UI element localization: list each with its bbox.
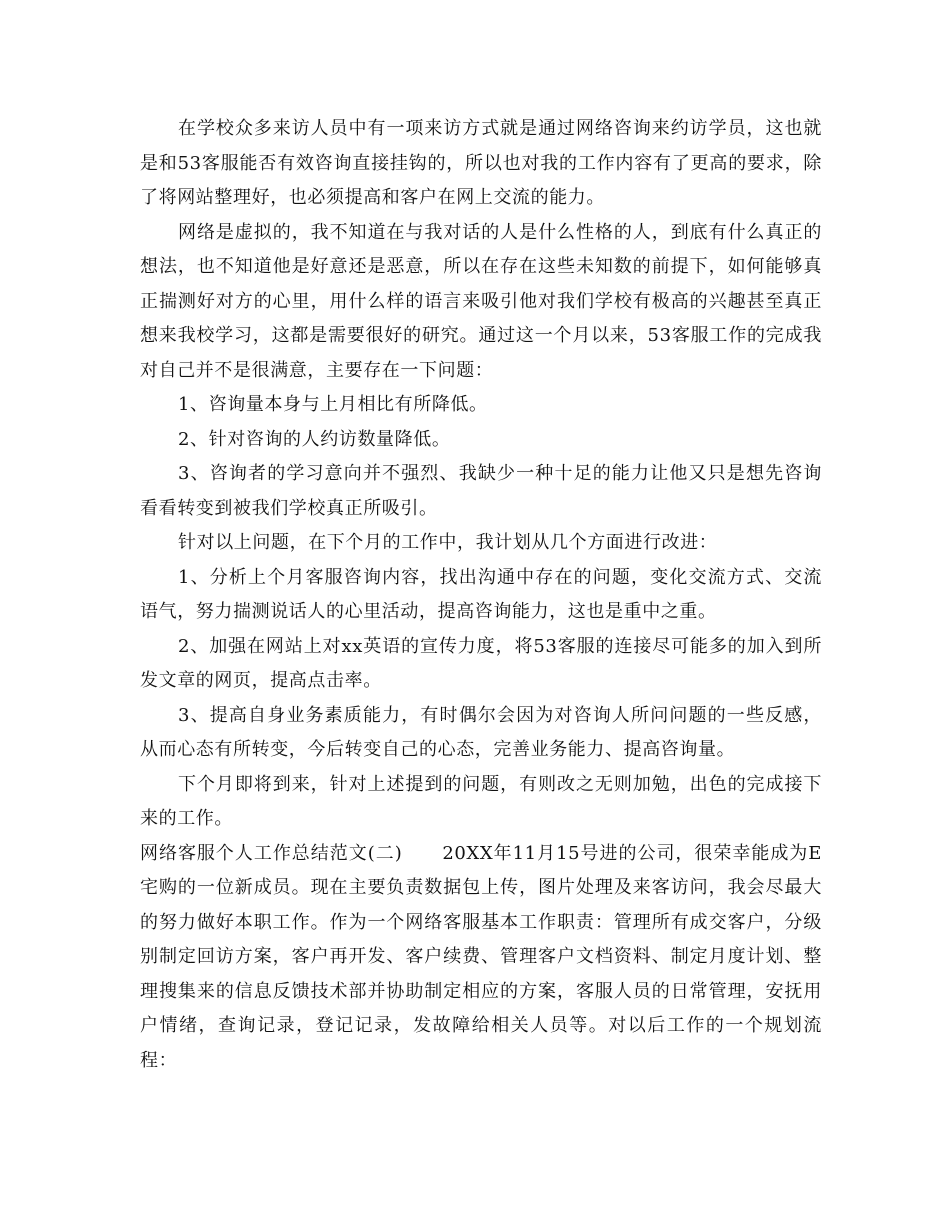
list-item: 1、分析上个月客服咨询内容，找出沟通中存在的问题，变化交流方式、交流语气，努力揣测说话人的心里活动，提高咨询能力，这也是重中之重。 xyxy=(140,566,822,622)
list-item: 2、加强在网站上对xx英语的宣传力度，将53客服的连接尽可能多的加入到所发文章的网页，提高点击率。 xyxy=(140,635,822,691)
list-item: 3、提高自身业务素质能力，有时偶尔会因为对咨询人所问问题的一些反感，从而心态有所转变，今后转变自己的心态，完善业务能力、提高咨询量。 xyxy=(140,704,822,760)
paragraph: 下个月即将到来，针对上述提到的问题，有则改之无则加勉，出色的完成接下来的工作。 xyxy=(140,773,822,829)
paragraph: 网络是虚拟的，我不知道在与我对话的人是什么性格的人，到底有什么真正的想法，也不知道他是好意还是恶意，所以在存在这些未知数的前提下，如何能够真正揣测好对方的心里，用什么样的语言来吸引他对我们学校有极高的兴趣甚至真正想来我校学习，这都是需要很好的研究。通过这一个月以来，53客服工作的完成我对自己并不是很满意，主要存在一下问题： xyxy=(140,221,822,381)
section-body: 20XX年11月15号进的公司，很荣幸能成为E宅购的一位新成员。现在主要负责数据包上传，图片处理及来客访问，我会尽最大的努力做好本职工作。作为一个网络客服基本工作职责：管理所有成交客户，分级别制定回访方案，客户再开发、客户续费、管理客户文档资料、制定月度计划、整理搜集来的信息反馈技术部并协助制定相应的方案，客服人员的日常管理，安抚用户情绪，查询记录，登记记录，发故障给相关人员等。对以后工作的一个规划流程： xyxy=(140,842,823,1071)
list-item: 3、咨询者的学习意向并不强烈、我缺少一种十足的能力让他又只是想先咨询看看转变到被我们学校真正所吸引。 xyxy=(140,463,822,519)
list-item: 2、针对咨询的人约访数量降低。 xyxy=(178,428,451,450)
section-paragraph xyxy=(140,837,822,1079)
paragraph: 针对以上问题，在下个月的工作中，我计划从几个方面进行改进： xyxy=(178,532,718,553)
list-item: 1、咨询量本身与上月相比有所降低。 xyxy=(178,394,488,415)
paragraph: 在学校众多来访人员中有一项来访方式就是通过网络咨询来约访学员，这也就是和53客服能否有效咨询直接挂钩的，所以也对我的工作内容有了更高的要求，除了将网站整理好，也必须提高和客户在网上交流的能力。 xyxy=(140,118,822,208)
section-title: 网络客服个人工作总结范文(二) xyxy=(140,842,403,864)
document-body xyxy=(140,112,822,1078)
